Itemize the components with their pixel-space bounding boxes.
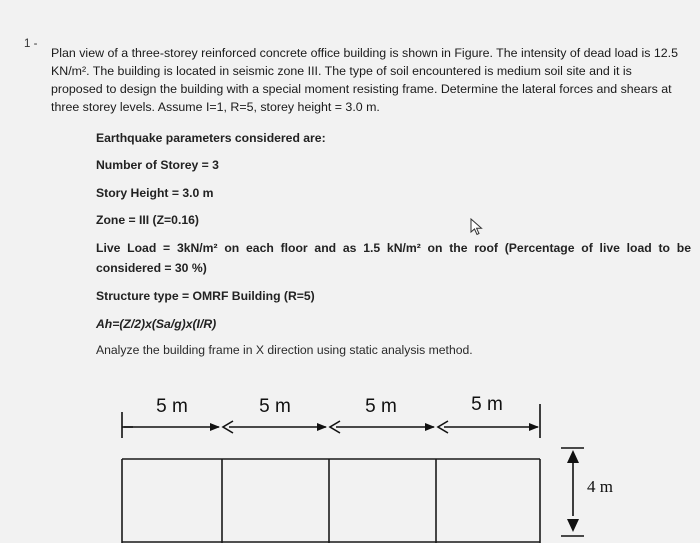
question-number: 1 - (24, 38, 38, 50)
paragraph-line-2: KN/m². The building is located in seismic zone III. The type of soil encountered is medium soil site and it is (51, 64, 632, 78)
param-formula: Ah=(Z/2)x(Sa/g)x(I/R) (96, 317, 217, 331)
param-number-of-storey: Number of Storey = 3 (96, 158, 219, 172)
paragraph-line-1: Plan view of a three-storey reinforced concrete office building is shown in Figure. The intensity of dead load is 12.5 (51, 46, 678, 60)
param-story-height: Story Height = 3.0 m (96, 186, 214, 200)
span-label-2: 5 m (259, 396, 291, 417)
span-label-3: 5 m (365, 396, 397, 417)
depth-label: 4 m (587, 477, 613, 496)
analysis-instruction: Analyze the building frame in X direction using static analysis method. (96, 343, 473, 357)
plan-grid (122, 459, 540, 543)
param-live-load: Live Load = 3kN/m² on each floor and as 1.5 kN/m² on the roof (Percentage of live load to be considered = 30 %) (96, 241, 691, 275)
span-label-1: 5 m (156, 396, 188, 417)
paragraph-line-4: three storey levels. Assume I=1, R=5, storey height = 3.0 m. (51, 100, 380, 114)
parameters-heading: Earthquake parameters considered are: (96, 131, 326, 145)
span-label-4: 5 m (471, 394, 503, 415)
paragraph-line-3: proposed to design the building with a special moment resisting frame. Determine the lateral forces and shears at (51, 82, 672, 96)
param-zone: Zone = III (Z=0.16) (96, 213, 199, 227)
depth-dimension (561, 448, 584, 536)
param-structure-type: Structure type = OMRF Building (R=5) (96, 289, 315, 303)
